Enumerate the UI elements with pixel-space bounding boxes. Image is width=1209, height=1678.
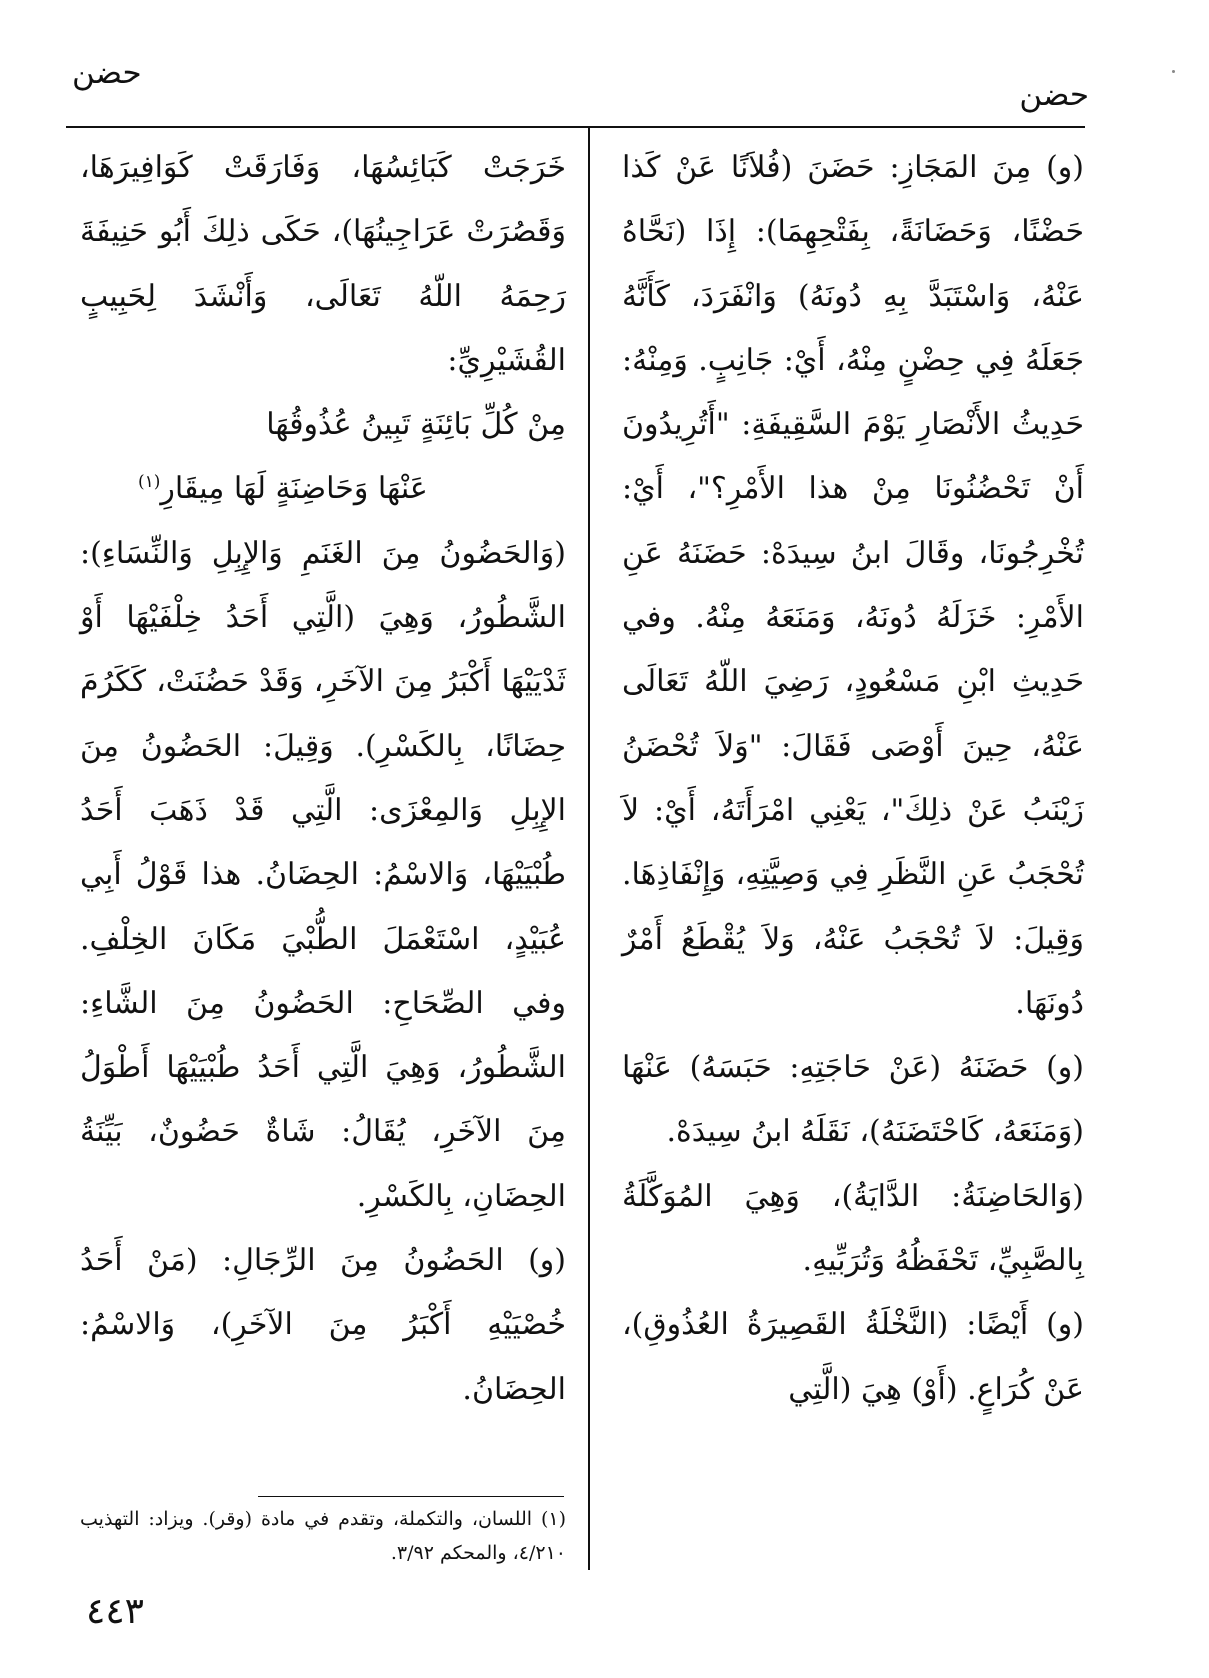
column-divider bbox=[588, 126, 590, 1570]
column-left bbox=[80, 136, 566, 1422]
footnote: (١) اللسان، والتكملة، وتقدم في مادة (وقر). ويزاد: التهذيب ٤/٢١٠، والمحكم ٣/٩٢. bbox=[80, 1508, 566, 1564]
page-number: ٤٤٣ bbox=[86, 1591, 145, 1632]
entry-paragraph: خَرَجَتْ كَبَائِسُهَا، وَفَارَقَتْ كَوَافِيرَهَا، وَقَصُرَتْ عَرَاجِينُهَا)، حَكَى ذلِكَ أَبُو حَنِيفَةَ رَحِمَهُ اللّهُ تَعَالَى، وَأَنْشَدَ لِحَبِيبٍ القُشَيْرِيِّ: bbox=[80, 150, 566, 378]
running-header-left: حضن bbox=[72, 55, 142, 91]
footnote-rule bbox=[258, 1496, 564, 1497]
footnote-marker: (١) bbox=[138, 472, 161, 493]
entry-paragraph: (وَالحَضُونُ مِنَ الغَنَمِ وَالإِبِلِ وَالنِّسَاءِ): الشَّطُورُ، وَهِيَ (الَّتِي أَحَدُ خِلْفَيْهَا أَوْ ثَدْيَيْهَا أَكْبَرُ مِنَ الآخَرِ، وَقَدْ حَضُنَتْ، كَكَرُمَ حِضَانًا، بِالكَسْرِ). وَقِيلَ: الحَضُونُ مِنَ الإِبِلِ وَالمِعْزَى: الَّتِي قَدْ ذَهَبَ أَحَدُ طُبْيَيْهَا، وَالاسْمُ: الحِضَانُ. هذا قَوْلُ أَبِي عُبَيْدٍ، اسْتَعْمَلَ الطُّبْيَ مَكَانَ الخِلْفِ. وفي الصِّحَاحِ: الحَضُونُ مِنَ الشَّاءِ: الشَّطُورُ، وَهِيَ الَّتِي أَحَدُ طُبْيَيْهَا أَطْوَلُ مِنَ الآخَرِ، يُقَالُ: شَاةٌ حَضُونٌ، بَيِّنَةُ الحِضَانِ، بِالكَسْرِ. bbox=[80, 535, 566, 1214]
entry-paragraph: (وَالحَاضِنَةُ: الدَّايَةُ)، وَهِيَ المُوَكَّلَةُ بِالصَّبِيِّ، تَحْفَظُهُ وَتُرَبِّيهِ. bbox=[622, 1178, 1084, 1279]
poetry-verse-line-2 bbox=[80, 457, 566, 521]
running-header-right: حضن bbox=[1019, 77, 1089, 113]
entry-paragraph: (و) حَضَنَهُ (عَنْ حَاجَتِهِ: حَبَسَهُ) عَنْهَا (وَمَنَعَهُ، كَاحْتَضَنَهُ)، نَقَلَهُ ابنُ سِيدَهْ. bbox=[622, 1050, 1084, 1150]
scan-speck bbox=[1172, 70, 1175, 73]
entry-paragraph: (و) مِنَ المَجَازِ: حَضَنَ (فُلاَنًا عَنْ كَذا حَضْنًا، وَحَضَانَةً، بِفَتْحِهِمَا): إِذَا (نَحَّاهُ عَنْهُ، وَاسْتَبَدَّ بِهِ دُونَهُ) وَانْفَرَدَ، كَأَنَّهُ جَعَلَهُ فِي حِضْنٍ مِنْهُ، أَيْ: جَانِبٍ. وَمِنْهُ: حَدِيثُ الأَنْصَارِ يَوْمَ السَّقِيفَةِ: "أَتُرِيدُونَ أَنْ تَحْضُنُونَا مِنْ هذا الأَمْرِ؟"، أَيْ: تُخْرِجُونَا، وقَالَ ابنُ سِيدَهْ: حَضَنَهُ عَنِ الأَمْرِ: خَزَلَهُ دُونَهُ، وَمَنَعَهُ مِنْهُ. وفي حَدِيثِ ابْنِ مَسْعُودٍ، رَضِيَ اللّهُ تَعَالَى عَنْهُ، حِينَ أَوْصَى فَقَالَ: "وَلاَ تُحْضَنُ زَيْنَبُ عَنْ ذلِكَ"، يَعْنِي امْرَأَتَهُ، أَيْ: لاَ تُحْجَبُ عَنِ النَّظَرِ فِي وَصِيَّتِهِ، وَإِنْفَاذِهَا. وَقِيلَ: لاَ تُحْجَبُ عَنْهُ، وَلاَ يُقْطَعُ أَمْرٌ دُونَهَا. bbox=[622, 150, 1084, 1021]
header-rule bbox=[66, 126, 1085, 128]
verse-text: عَنْهَا وَحَاضِنَةٍ لَهَا مِيقَارِ bbox=[160, 471, 428, 507]
entry-paragraph: (و) أَيْضًا: (النَّخْلَةُ القَصِيرَةُ العُذُوقِ)، عَنْ كُرَاعٍ. (أَوْ) هِيَ (الَّتِي bbox=[622, 1307, 1084, 1407]
column-right bbox=[622, 136, 1084, 1422]
entry-paragraph: (و) الحَضُونُ مِنَ الرِّجَالِ: (مَنْ أَحَدُ خُصْيَيْهِ أَكْبَرُ مِنَ الآخَرِ)، وَالاسْمُ: الحِضَانُ. bbox=[80, 1243, 566, 1407]
poetry-verse-line-1: مِنْ كُلِّ بَائِنَةٍ تَبِينُ عُذُوقُهَا bbox=[266, 407, 566, 443]
